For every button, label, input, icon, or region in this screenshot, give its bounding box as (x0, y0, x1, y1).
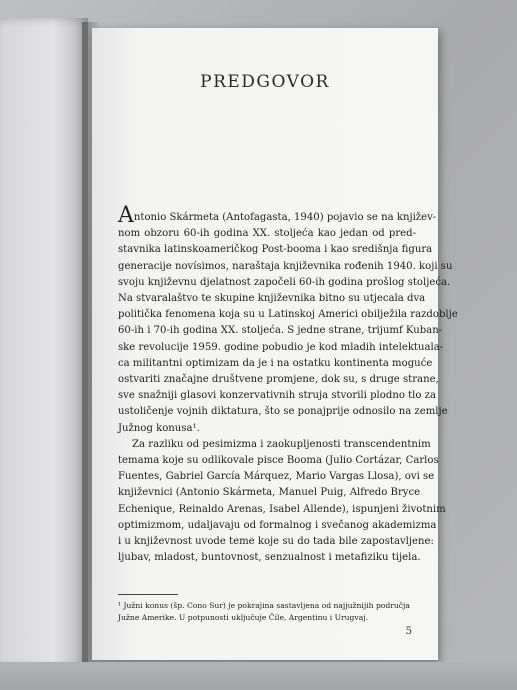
text-line: optimizmom, udaljavaju od formalnog i svečanog akademizma (118, 519, 437, 531)
text-line: politička fenomena koja su u Latinskoj Americi obilježila razdoblje (118, 309, 458, 321)
drop-cap: A (118, 203, 134, 228)
text-line: Fuentes, Gabriel García Márquez, Mario Vargas Llosa), ovi se (118, 471, 435, 483)
text-line: književnici (Antonio Skármeta, Manuel Puig, Alfredo Bryce (118, 487, 421, 499)
book-page (92, 28, 458, 660)
footnote-line: ¹ Južni konus (šp. Cono Sur) je pokrajina sastavljena od najjužnijih područja (118, 601, 410, 610)
text-line: ca militantni optimizam da je i na ostatku kontinenta moguće (118, 357, 433, 369)
text-line: temama koje su odlikovale pisce Booma (Julio Cortázar, Carlos (118, 455, 439, 467)
text-line: Na stvaralaštvo te skupine književnika bitno su utjecala dva (118, 293, 426, 305)
text-line: ostvariti značajne društvene promjene, dok su, s druge strane, (118, 374, 439, 386)
text-line: 60-ih i 70-ih godina XX. stoljeća. S jedne strane, trijumf Kuban- (118, 325, 443, 337)
text-line: ustoličenje vojnih diktatura, što se ponajprije odnosilo na zemlje (118, 406, 448, 418)
body-text (118, 203, 458, 566)
text-line: Antonio Skármeta (Antofagasta, 1940) pojavio se na književ- (118, 203, 437, 228)
facing-page (0, 18, 88, 668)
text-line: nom obzoru 60-ih godina XX. stoljeća kao jedan od pred- (118, 228, 416, 240)
text-line: i u književnost uvode teme koje su do tada bile zapostavljene: (118, 536, 434, 548)
footnote-line: Južne Amerike. U potpunosti uključuje Čile, Argentinu i Urugvaj. (118, 613, 369, 622)
text-line: stavnika latinskoameričkog Post-booma i kao središnja figura (118, 244, 433, 256)
page-title: PREDGOVOR (200, 72, 330, 92)
text-line: svoju književnu djelatnost započeli 60-ih godina prošlog stoljeća. (118, 276, 451, 288)
footnote (118, 600, 416, 624)
text-line: Za razliku od pesimizma i zaokupljenosti transcendentnim (132, 438, 431, 450)
page-number: 5 (405, 626, 412, 637)
text-line: Echenique, Reinaldo Arenas, Isabel Allende), ispunjeni životnim (118, 503, 446, 515)
table-surface (0, 662, 517, 690)
text-line: generacije novísimos, naraštaja književnika rođenih 1940. koji su (118, 260, 453, 272)
footnote-rule (118, 594, 178, 595)
text-line: ljubav, mladost, buntovnost, senzualnost i metafiziku tijela. (118, 552, 421, 564)
text-line: Južnog konusa¹. (118, 422, 200, 434)
text-line: sve snažniji glasovi konzervativnih struja stvorili plodno tlo za (118, 390, 437, 402)
text-line: ske revolucije 1959. godine pobudio je kod mladih intelektuala- (118, 341, 444, 353)
